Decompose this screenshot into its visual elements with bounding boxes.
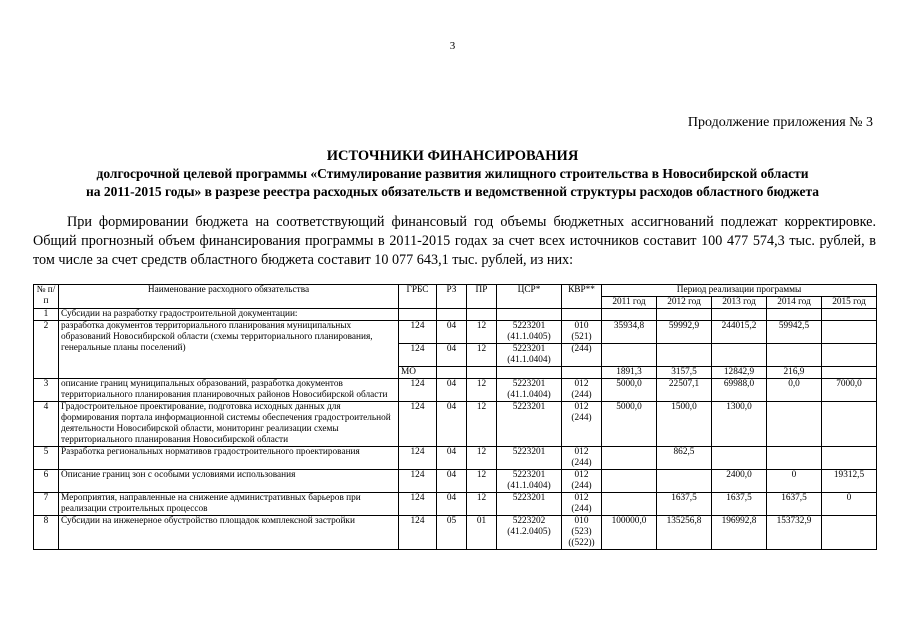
row-csr: 5223201 <box>497 447 562 470</box>
row-csr <box>497 367 562 379</box>
row-name: Разработка региональных нормативов градостроительного проектирования <box>59 447 399 470</box>
row-grbs: 124 <box>399 493 437 516</box>
row-year-value <box>822 402 877 447</box>
header-year: 2015 год <box>822 297 877 309</box>
row-num: 1 <box>34 309 59 321</box>
row-rz: 05 <box>437 516 467 550</box>
financing-table <box>33 284 877 550</box>
row-year-value: 2400,0 <box>712 470 767 493</box>
row-year-value <box>822 447 877 470</box>
header-year: 2013 год <box>712 297 767 309</box>
row-year-value: 1637,5 <box>767 493 822 516</box>
row-year-value <box>602 493 657 516</box>
row-year-value: 3157,5 <box>657 367 712 379</box>
row-csr: 5223201 (41.1.0404) <box>497 379 562 402</box>
row-pr: 12 <box>467 321 497 344</box>
row-year-value: 862,5 <box>657 447 712 470</box>
row-kvr <box>562 367 602 379</box>
row-rz: 04 <box>437 470 467 493</box>
row-name: Градостроительное проектирование, подготовка исходных данных для формирования портала информационной системы обеспечения градостроительной деятельности Новосибирской области, мониторинг реализации схемы территориального планирования Новосибирской области <box>59 402 399 447</box>
row-rz: 04 <box>437 379 467 402</box>
header-csr: ЦСР* <box>497 285 562 309</box>
row-year-value <box>657 344 712 367</box>
row-year-value: 35934,8 <box>602 321 657 344</box>
title-line-2: долгосрочной целевой программы «Стимулирование развития жилищного строительства в Новосибирской области <box>96 166 809 181</box>
row-rz: 04 <box>437 402 467 447</box>
row-csr: 5223201 <box>497 493 562 516</box>
table-row <box>34 470 877 493</box>
row-year-value <box>767 344 822 367</box>
row-year-value: 59942,5 <box>767 321 822 344</box>
header-year: 2011 год <box>602 297 657 309</box>
row-pr: 12 <box>467 402 497 447</box>
row-num: 6 <box>34 470 59 493</box>
row-year-value <box>822 516 877 550</box>
row-year-value <box>712 447 767 470</box>
header-year: 2012 год <box>657 297 712 309</box>
row-year-value: 100000,0 <box>602 516 657 550</box>
row-year-value: 5000,0 <box>602 402 657 447</box>
table-row <box>34 321 877 344</box>
row-grbs: 124 <box>399 470 437 493</box>
row-year-value <box>712 344 767 367</box>
row-year-value: 196992,8 <box>712 516 767 550</box>
row-year-value <box>602 344 657 367</box>
row-name: описание границ муниципальных образований, разработка документов территориального планирования планировочных районов Новосибирской области <box>59 379 399 402</box>
row-kvr: 012 (244) <box>562 402 602 447</box>
row-year-value: 1891,3 <box>602 367 657 379</box>
row-kvr: 012 (244) <box>562 493 602 516</box>
row-grbs: 124 <box>399 447 437 470</box>
row-year-value <box>657 470 712 493</box>
row-year-value <box>822 321 877 344</box>
row-rz: 04 <box>437 447 467 470</box>
row-grbs: 124 <box>399 321 437 344</box>
row-num: 2 <box>34 321 59 379</box>
row-grbs: МО <box>399 367 437 379</box>
title-main: ИСТОЧНИКИ ФИНАНСИРОВАНИЯ <box>326 148 579 164</box>
row-csr: 5223202 (41.2.0405) <box>497 516 562 550</box>
row-name: Мероприятия, направленные на снижение административных барьеров при реализации строительных процессов <box>59 493 399 516</box>
row-year-value: 7000,0 <box>822 379 877 402</box>
row-year-value: 244015,2 <box>712 321 767 344</box>
title-line-3: на 2011-2015 годы» в разрезе реестра расходных обязательств и ведомственной структуры расходов областного бюджета <box>85 184 820 199</box>
row-year-value: 0,0 <box>767 379 822 402</box>
row-year-value <box>822 344 877 367</box>
row-grbs: 124 <box>399 516 437 550</box>
row-pr: 12 <box>467 493 497 516</box>
row-num: 3 <box>34 379 59 402</box>
row-csr: 5223201 (41.1.0405) <box>497 321 562 344</box>
row-year-value <box>602 447 657 470</box>
row-year-value: 135256,8 <box>657 516 712 550</box>
row-year-value: 22507,1 <box>657 379 712 402</box>
row-year-value: 1637,5 <box>657 493 712 516</box>
row-pr: 01 <box>467 516 497 550</box>
row-grbs: 124 <box>399 344 437 367</box>
row-rz: 04 <box>437 344 467 367</box>
document-title <box>0 147 905 201</box>
row-year-value: 1500,0 <box>657 402 712 447</box>
row-rz: 04 <box>437 321 467 344</box>
row-csr: 5223201 <box>497 402 562 447</box>
row-csr: 5223201 (41.1.0404) <box>497 344 562 367</box>
row-year-value: 12842,9 <box>712 367 767 379</box>
table-row <box>34 516 877 550</box>
row-year-value: 1637,5 <box>712 493 767 516</box>
appendix-continuation: Продолжение приложения № 3 <box>687 115 873 130</box>
row-name: Описание границ зон с особыми условиями использования <box>59 470 399 493</box>
row-grbs: 124 <box>399 379 437 402</box>
row-num: 4 <box>34 402 59 447</box>
row-year-value: 59992,9 <box>657 321 712 344</box>
row-kvr: 010 (521) <box>562 321 602 344</box>
row-rz: 04 <box>437 493 467 516</box>
row-year-value: 0 <box>822 493 877 516</box>
row-kvr: 010 (523) ((522)) <box>562 516 602 550</box>
row-num: 8 <box>34 516 59 550</box>
header-period: Период реализации программы <box>602 285 877 297</box>
header-rz: РЗ <box>437 285 467 309</box>
row-name: Субсидии на инженерное обустройство площадок комплексной застройки <box>59 516 399 550</box>
row-year-value: 69988,0 <box>712 379 767 402</box>
intro-paragraph: При формировании бюджета на соответствующий финансовый год объемы бюджетных ассигнований подлежат корректировке. Общий прогнозный объем финансирования программы в 2011-2015 годах за счет всех источников составит 100 477 574,3 тыс. рублей, в том числе за счет средств областного бюджета составит 10 077 643,1 тыс. рублей, из них: <box>33 214 876 268</box>
row-pr: 12 <box>467 344 497 367</box>
row-kvr: 012 (244) <box>562 470 602 493</box>
row-name: разработка документов территориального планирования муниципальных образований Новосибирской области (схемы территориального планирования, генеральные планы поселений) <box>59 321 399 379</box>
row-num: 7 <box>34 493 59 516</box>
header-grbs: ГРБС <box>399 285 437 309</box>
row-kvr: (244) <box>562 344 602 367</box>
table-row <box>34 379 877 402</box>
row-kvr: 012 (244) <box>562 447 602 470</box>
row-csr: 5223201 (41.1.0404) <box>497 470 562 493</box>
row-rz <box>437 367 467 379</box>
row-year-value: 216,9 <box>767 367 822 379</box>
row-pr: 12 <box>467 470 497 493</box>
row-pr: 12 <box>467 379 497 402</box>
row-year-value: 5000,0 <box>602 379 657 402</box>
header-num: № п/п <box>34 285 59 309</box>
table-header-row <box>34 285 877 297</box>
table-row <box>34 309 877 321</box>
row-year-value: 0 <box>767 470 822 493</box>
row-year-value <box>822 367 877 379</box>
row-pr <box>467 367 497 379</box>
table-row <box>34 447 877 470</box>
row-pr: 12 <box>467 447 497 470</box>
row-grbs: 124 <box>399 402 437 447</box>
row-year-value <box>602 470 657 493</box>
row-year-value: 19312,5 <box>822 470 877 493</box>
row-year-value <box>767 402 822 447</box>
row-num: 5 <box>34 447 59 470</box>
header-pr: ПР <box>467 285 497 309</box>
table-row <box>34 493 877 516</box>
header-kvr: КВР** <box>562 285 602 309</box>
header-year: 2014 год <box>767 297 822 309</box>
row-year-value: 1300,0 <box>712 402 767 447</box>
row-kvr: 012 (244) <box>562 379 602 402</box>
table-row <box>34 402 877 447</box>
page-number: 3 <box>449 40 456 52</box>
row-name: Субсидии на разработку градостроительной документации: <box>59 309 399 321</box>
row-year-value <box>767 447 822 470</box>
header-name: Наименование расходного обязательства <box>59 285 399 309</box>
row-year-value: 153732,9 <box>767 516 822 550</box>
